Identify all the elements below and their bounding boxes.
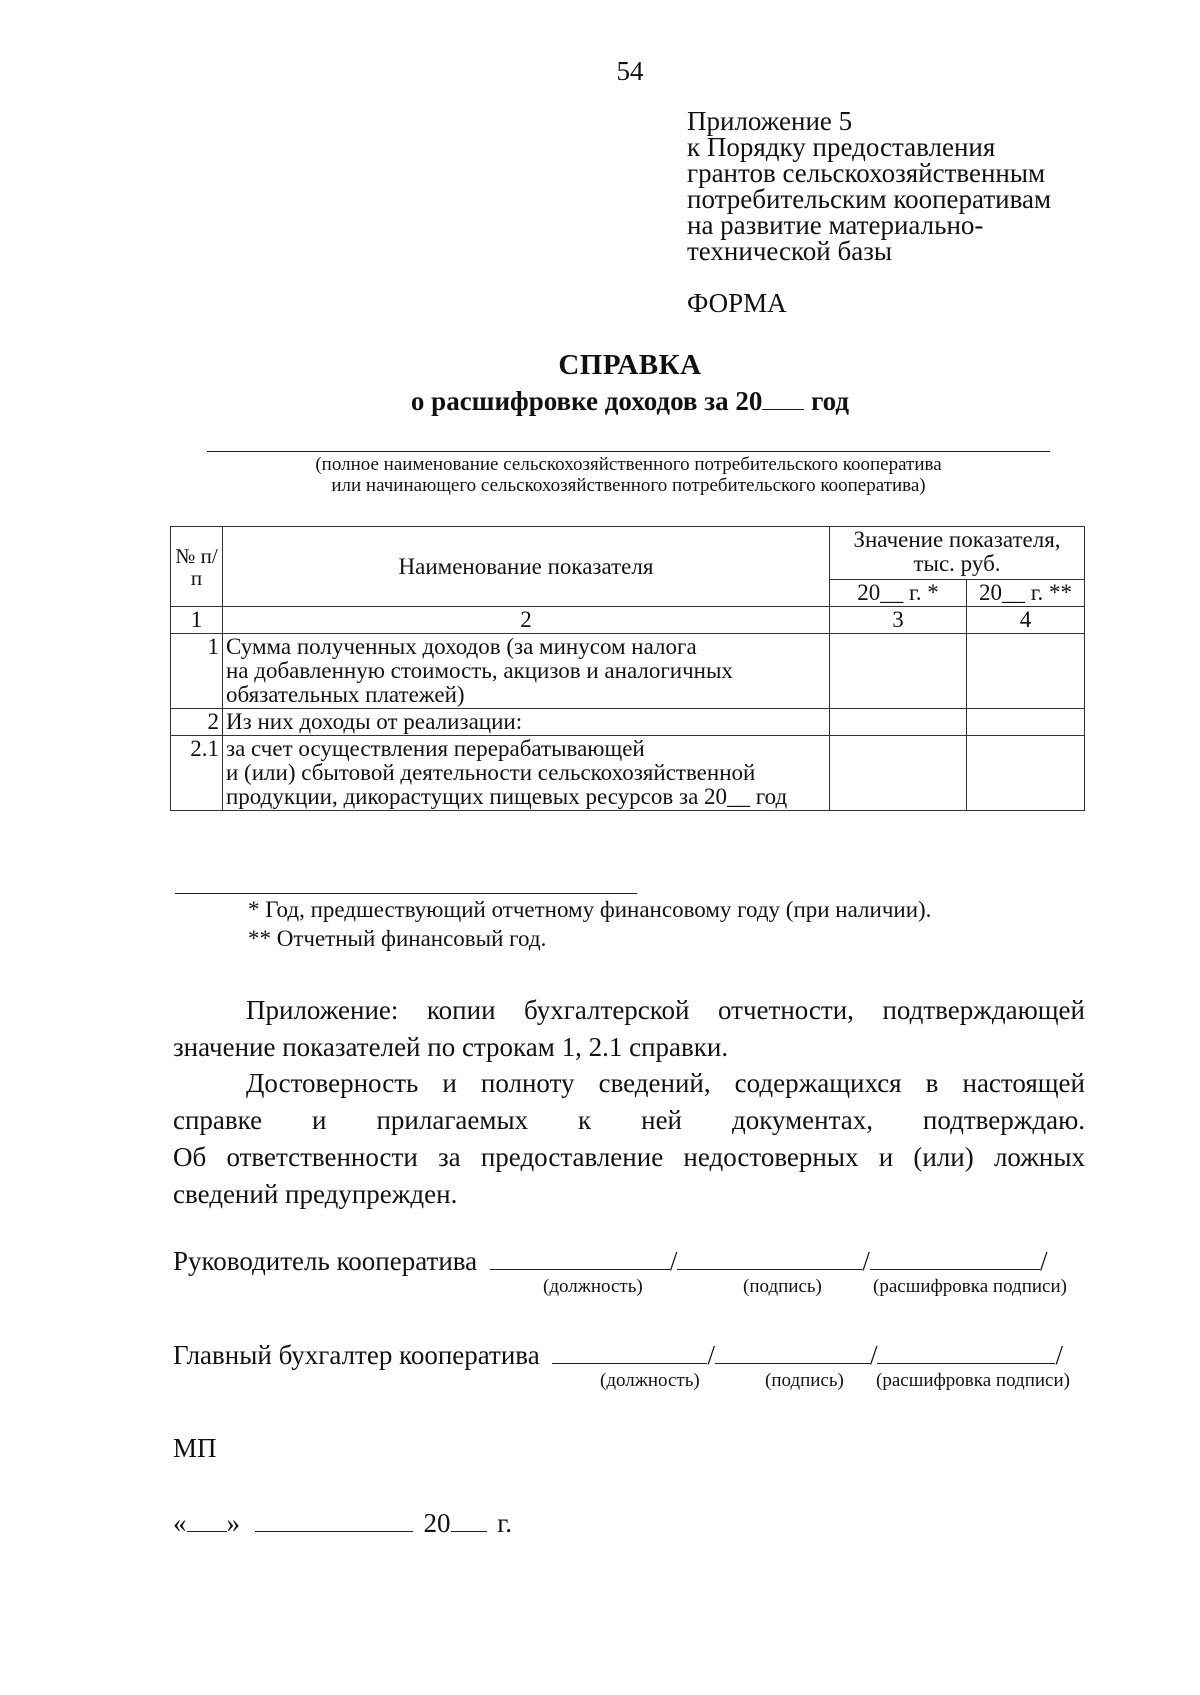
- signature-field[interactable]: [677, 1247, 862, 1270]
- row-text-line: и (или) сбытовой деятельности сельскохозяйственной: [226, 760, 756, 785]
- annex-block: [687, 108, 1051, 264]
- value-cell-previous[interactable]: [830, 709, 967, 736]
- cooperative-name-caption: [207, 454, 1050, 496]
- subtitle-suffix: год: [811, 386, 850, 416]
- column-number: 3: [830, 607, 967, 634]
- column-number: 4: [967, 607, 1085, 634]
- position-field[interactable]: [490, 1247, 670, 1270]
- value-cell-previous[interactable]: [830, 634, 967, 709]
- header-value: Значение показателя, тыс. руб.: [830, 527, 1085, 580]
- caption-position: (должность): [600, 1370, 700, 1391]
- paragraph-line: Приложение: копии бухгалтерской отчетности, подтверждающей: [246, 995, 1085, 1025]
- footnote-2: ** Отчетный финансовый год.: [248, 926, 547, 951]
- income-table: [170, 526, 1085, 811]
- paragraph-line: Достоверность и полноту сведений, содержащихся в настоящей: [246, 1068, 1085, 1098]
- annex-line: к Порядку предоставления: [687, 132, 996, 162]
- annex-line: технической базы: [687, 236, 893, 266]
- row-number: 2: [171, 709, 223, 736]
- date-line: [173, 1508, 512, 1539]
- signature-label: Руководитель кооператива: [173, 1246, 478, 1276]
- value-cell-reporting[interactable]: [967, 634, 1085, 709]
- paragraph-line: справке и прилагаемых к ней документах, подтверждаю.: [173, 1105, 1085, 1135]
- annex-line: грантов сельскохозяйственным: [687, 158, 1046, 188]
- day-field[interactable]: [187, 1509, 227, 1532]
- row-text-line: обязательных платежей): [226, 682, 465, 707]
- value-cell-reporting[interactable]: [967, 736, 1085, 811]
- caption-line: или начинающего сельскохозяйственного потребительского кооператива): [331, 475, 926, 496]
- caption-signature: (подпись): [743, 1276, 822, 1297]
- position-field[interactable]: [552, 1341, 707, 1364]
- year-prefix: 20: [423, 1508, 451, 1538]
- table-header-row: [171, 527, 1085, 580]
- column-number: 1: [171, 607, 223, 634]
- row-indicator: [223, 709, 830, 736]
- signature-transcript-field[interactable]: [870, 1247, 1040, 1270]
- cooperative-name-line[interactable]: [207, 451, 1050, 452]
- table-row: [171, 709, 1085, 736]
- header-year-previous: 20__ г. *: [830, 580, 967, 607]
- signature-head: Руководитель кооператива / / / (должность) (подпись) (расшифровка подписи): [173, 1246, 1067, 1297]
- row-text-line: Из них доходы от реализации:: [226, 709, 523, 734]
- form-label: ФОРМА: [687, 288, 787, 318]
- value-cell-previous[interactable]: [830, 736, 967, 811]
- paragraph-line: Об ответственности за предоставление недостоверных и (или) ложных: [173, 1142, 1085, 1172]
- footnote-separator: [175, 893, 637, 894]
- confirmation-paragraph: [173, 1065, 1085, 1213]
- month-field[interactable]: [255, 1509, 413, 1532]
- column-number: 2: [223, 607, 830, 634]
- document-subtitle: [0, 386, 1200, 417]
- header-year-reporting: 20__ г. **: [967, 580, 1085, 607]
- caption-signature: (подпись): [765, 1370, 844, 1391]
- signature-field[interactable]: [715, 1341, 870, 1364]
- signature-label: Главный бухгалтер кооператива: [173, 1340, 540, 1370]
- row-indicator: [223, 736, 830, 811]
- row-text-line: продукции, дикорастущих пищевых ресурсов за 20__ год: [226, 784, 788, 809]
- annex-line: Приложение 5: [687, 106, 853, 136]
- paragraph-line: значение показателей по строкам 1, 2.1 справки.: [173, 1032, 729, 1062]
- document-title: СПРАВКА: [558, 349, 702, 381]
- table-row: [171, 736, 1085, 811]
- row-text-line: Сумма полученных доходов (за минусом налога: [226, 634, 697, 659]
- table-row: [171, 634, 1085, 709]
- value-cell-reporting[interactable]: [967, 709, 1085, 736]
- caption-position: (должность): [543, 1276, 643, 1297]
- attachment-paragraph: [173, 992, 1085, 1066]
- row-text-line: за счет осуществления перерабатывающей: [226, 736, 645, 761]
- row-number: 1: [171, 634, 223, 709]
- row-text-line: на добавленную стоимость, акцизов и аналогичных: [226, 658, 733, 683]
- paragraph-line: сведений предупрежден.: [173, 1179, 458, 1209]
- page-number: 54: [616, 56, 644, 86]
- year-blank[interactable]: [762, 389, 804, 410]
- header-indicator-name: Наименование показателя: [223, 527, 830, 607]
- year-suffix: г.: [497, 1508, 513, 1538]
- column-number-row: [171, 607, 1085, 634]
- footnote-1: * Год, предшествующий отчетному финансовому году (при наличии).: [248, 897, 932, 922]
- annex-line: на развитие материально-: [687, 210, 984, 240]
- annex-line: потребительским кооперативам: [687, 184, 1052, 214]
- date-open-quote: «: [173, 1508, 187, 1538]
- date-close-quote: »: [226, 1508, 240, 1538]
- signature-accountant: Главный бухгалтер кооператива / / / (должность) (подпись) (расшифровка подписи): [173, 1340, 1070, 1391]
- year-field[interactable]: [451, 1509, 487, 1532]
- subtitle-prefix: о расшифровке доходов за 20: [410, 386, 763, 416]
- row-indicator: [223, 634, 830, 709]
- caption-transcript: (расшифровка подписи): [873, 1276, 1067, 1297]
- signature-transcript-field[interactable]: [877, 1341, 1055, 1364]
- caption-line: (полное наименование сельскохозяйственного потребительского кооператива: [315, 454, 942, 475]
- caption-transcript: (расшифровка подписи): [876, 1370, 1070, 1391]
- stamp-label: МП: [173, 1433, 217, 1463]
- row-number: 2.1: [171, 736, 223, 811]
- header-number: № п/п: [171, 527, 223, 607]
